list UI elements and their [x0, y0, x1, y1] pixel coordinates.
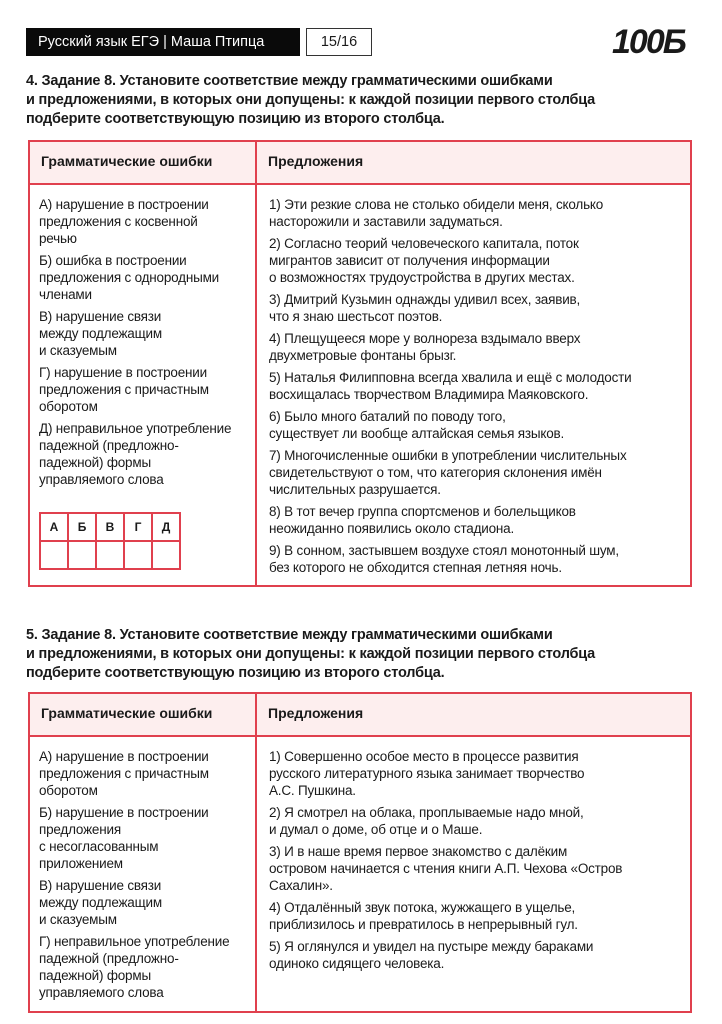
table-header [30, 142, 690, 185]
task-5-table [28, 692, 692, 1013]
error-item: В) нарушение связи между подлежащим и сказуемым [39, 878, 162, 927]
sentence-item: 3) Дмитрий Кузьмин однажды удивил всех, заявив, что я знаю шестьсот поэтов. [269, 292, 581, 324]
sentence-item: 7) Многочисленные ошибки в употреблении числительных свидетельствуют о том, что категория склонения имён числительных разрушается. [269, 448, 627, 497]
error-item: А) нарушение в построении предложения с причастным оборотом [39, 749, 209, 798]
answer-label-d: Д [152, 513, 180, 541]
answer-cell-a[interactable] [40, 541, 68, 569]
answer-label-v: В [96, 513, 124, 541]
sentence-item: 8) В тот вечер группа спортсменов и болельщиков неожиданно появились около стадиона. [269, 504, 576, 536]
table-header [30, 694, 690, 737]
error-item: Г) нарушение в построении предложения с причастным оборотом [39, 365, 209, 414]
error-item: А) нарушение в построении предложения с косвенной речью [39, 197, 209, 246]
errors-column [30, 737, 257, 1013]
sentences-column [257, 185, 690, 587]
page-number: 15/16 [306, 28, 372, 56]
sentence-item: 2) Я смотрел на облака, проплываемые надо мной, и думал о доме, об отце и о Маше. [269, 805, 584, 837]
error-item: Д) неправильное употребление падежной (предложно- падежной) формы управляемого слова [39, 421, 232, 487]
sentence-item: 6) Было много баталий по поводу того, существует ли вообще алтайская семья языков. [269, 409, 565, 441]
column-header-sentences: Предложения [268, 153, 364, 169]
column-header-errors: Грамматические ошибки [30, 694, 257, 735]
sentence-item: 4) Плещущееся море у волнореза вздымало вверх двухметровые фонтаны брызг. [269, 331, 581, 363]
column-header-errors: Грамматические ошибки [30, 142, 257, 183]
task-4-table [28, 140, 692, 587]
answer-label-a: А [40, 513, 68, 541]
answer-label-b: Б [68, 513, 96, 541]
answer-cell-g[interactable] [124, 541, 152, 569]
sentence-item: 2) Согласно теорий человеческого капитала, поток мигрантов зависит от получения информации о возможностях трудоустройства в других местах. [269, 236, 579, 285]
answer-cell-v[interactable] [96, 541, 124, 569]
error-item: Б) ошибка в построении предложения с однородными членами [39, 253, 220, 302]
answer-grid [39, 512, 181, 570]
task-4-title: 4. Задание 8. Установите соответствие между грамматическими ошибками и предложениями, в которых они допущены: к каждой позиции первого столбца подберите соответствующую позицию из второго столбца. [26, 73, 596, 127]
task-5-title: 5. Задание 8. Установите соответствие между грамматическими ошибками и предложениями, в которых они допущены: к каждой позиции первого столбца подберите соответствующую позицию из второго столбца. [26, 627, 596, 681]
sentence-item: 9) В сонном, застывшем воздухе стоял монотонный шум, без которого не обходится степная летняя ночь. [269, 543, 619, 575]
logo: 100Б [612, 23, 685, 61]
error-item: Б) нарушение в построении предложения с несогласованным приложением [39, 805, 209, 871]
answer-cell-d[interactable] [152, 541, 180, 569]
sentence-item: 1) Эти резкие слова не столько обидели меня, сколько насторожили и заставили задуматься. [269, 197, 604, 229]
sentence-item: 1) Совершенно особое место в процессе развития русского литературного языка занимает творчество А.С. Пушкина. [269, 749, 585, 798]
sentence-item: 4) Отдалённый звук потока, жужжащего в ущелье, приблизилось и превратилось в непрерывный гул. [269, 900, 578, 932]
answer-cell-b[interactable] [68, 541, 96, 569]
sentence-item: 5) Я оглянулся и увидел на пустыре между бараками одиноко сидящего человека. [269, 939, 594, 971]
error-item: Г) неправильное употребление падежной (предложно- падежной) формы управляемого слова [39, 934, 230, 1000]
errors-column [30, 185, 257, 587]
course-title-bar: Русский язык ЕГЭ | Маша Птипца [26, 28, 300, 56]
error-item: В) нарушение связи между подлежащим и сказуемым [39, 309, 162, 358]
column-header-sentences: Предложения [268, 705, 364, 721]
sentence-item: 5) Наталья Филипповна всегда хвалила и ещё с молодости восхищалась творчеством Владимира Маяковского. [269, 370, 632, 402]
sentences-column [257, 737, 690, 1013]
sentence-item: 3) И в наше время первое знакомство с далёким островом начинается с чтения книги А.П. Чехова «Остров Сахалин». [269, 844, 623, 893]
answer-label-g: Г [124, 513, 152, 541]
